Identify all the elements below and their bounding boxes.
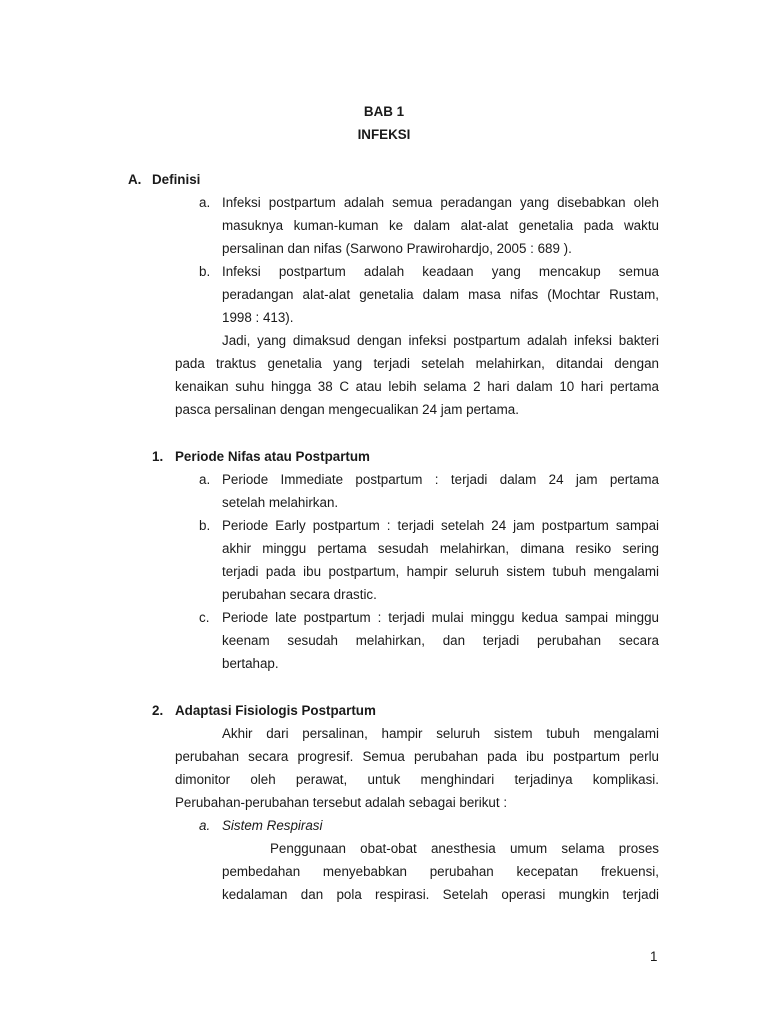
section-a-item-b-marker: b.: [199, 264, 211, 279]
section-a-summary-line-1: Jadi, yang dimaksud dengan infeksi postpartum adalah infeksi bakteri: [222, 333, 659, 348]
section-2-intro-line-3: dimonitor oleh perawat, untuk menghindari terjadinya komplikasi.: [175, 772, 659, 787]
section-1-item-b-line-4: perubahan secara drastic.: [222, 587, 377, 602]
section-1-item-b-marker: b.: [199, 518, 211, 533]
section-a-item-b-line-3: 1998 : 413).: [222, 310, 294, 325]
section-a-summary-line-4: pasca persalinan dengan mengecualikan 24 jam pertama.: [175, 402, 519, 417]
chapter-number: BAB 1: [363, 104, 405, 119]
section-2-sub-a-line-2: pembedahan menyebabkan perubahan kecepatan frekuensi,: [222, 864, 659, 879]
section-1-heading: Periode Nifas atau Postpartum: [175, 449, 370, 464]
section-2-sub-a-line-1: Penggunaan obat-obat anesthesia umum selama proses: [270, 841, 659, 856]
section-1-item-b-line-2: akhir minggu pertama sesudah melahirkan, dimana resiko sering: [222, 541, 659, 556]
section-2-intro-line-4: Perubahan-perubahan tersebut adalah sebagai berikut :: [175, 795, 508, 810]
section-a-summary-line-3: kenaikan suhu hingga 38 C atau lebih selama 2 hari dalam 10 hari pertama: [175, 379, 659, 394]
chapter-title: INFEKSI: [357, 127, 411, 142]
section-a-summary-line-2: pada traktus genetalia yang terjadi setelah melahirkan, ditandai dengan: [175, 356, 659, 371]
section-1-item-b-line-3: terjadi pada ibu postpartum, hampir seluruh sistem tubuh mengalami: [222, 564, 659, 579]
section-1-item-c-line-2: keenam sesudah melahirkan, dan terjadi perubahan secara: [222, 633, 659, 648]
section-2-intro-line-1: Akhir dari persalinan, hampir seluruh sistem tubuh mengalami: [222, 726, 659, 741]
section-2-sub-a-line-3: kedalaman dan pola respirasi. Setelah operasi mungkin terjadi: [222, 887, 659, 902]
section-a-item-b-line-1: Infeksi postpartum adalah keadaan yang mencakup semua: [222, 264, 659, 279]
section-1-item-c-line-1: Periode late postpartum : terjadi mulai minggu kedua sampai minggu: [222, 610, 659, 625]
section-2-sub-a-marker: a.: [199, 818, 211, 833]
section-1-marker: 1.: [152, 449, 164, 464]
section-1-item-a-marker: a.: [199, 472, 211, 487]
section-a-item-b-line-2: peradangan alat-alat genetalia dalam masa nifas (Mochtar Rustam,: [222, 287, 659, 302]
section-2-heading: Adaptasi Fisiologis Postpartum: [175, 703, 376, 718]
section-a-marker: A.: [128, 172, 142, 187]
section-2-marker: 2.: [152, 703, 164, 718]
section-1-item-b-line-1: Periode Early postpartum : terjadi setelah 24 jam postpartum sampai: [222, 518, 659, 533]
section-1-item-c-line-3: bertahap.: [222, 656, 279, 671]
section-a-item-a-line-2: masuknya kuman-kuman ke dalam alat-alat genetalia pada waktu: [222, 218, 659, 233]
section-a-item-a-marker: a.: [199, 195, 211, 210]
section-a-item-a-line-3: persalinan dan nifas (Sarwono Prawirohardjo, 2005 : 689 ).: [222, 241, 572, 256]
section-a-item-a-line-1: Infeksi postpartum adalah semua peradangan yang disebabkan oleh: [222, 195, 659, 210]
page-number: 1: [650, 949, 658, 964]
section-1-item-a-line-1: Periode Immediate postpartum : terjadi dalam 24 jam pertama: [222, 472, 659, 487]
section-2-sub-a-heading: Sistem Respirasi: [222, 818, 323, 833]
section-1-item-c-marker: c.: [199, 610, 210, 625]
section-a-heading: Definisi: [152, 172, 201, 187]
section-2-intro-line-2: perubahan secara progresif. Semua perubahan pada ibu postpartum perlu: [175, 749, 659, 764]
section-1-item-a-line-2: setelah melahirkan.: [222, 495, 339, 510]
